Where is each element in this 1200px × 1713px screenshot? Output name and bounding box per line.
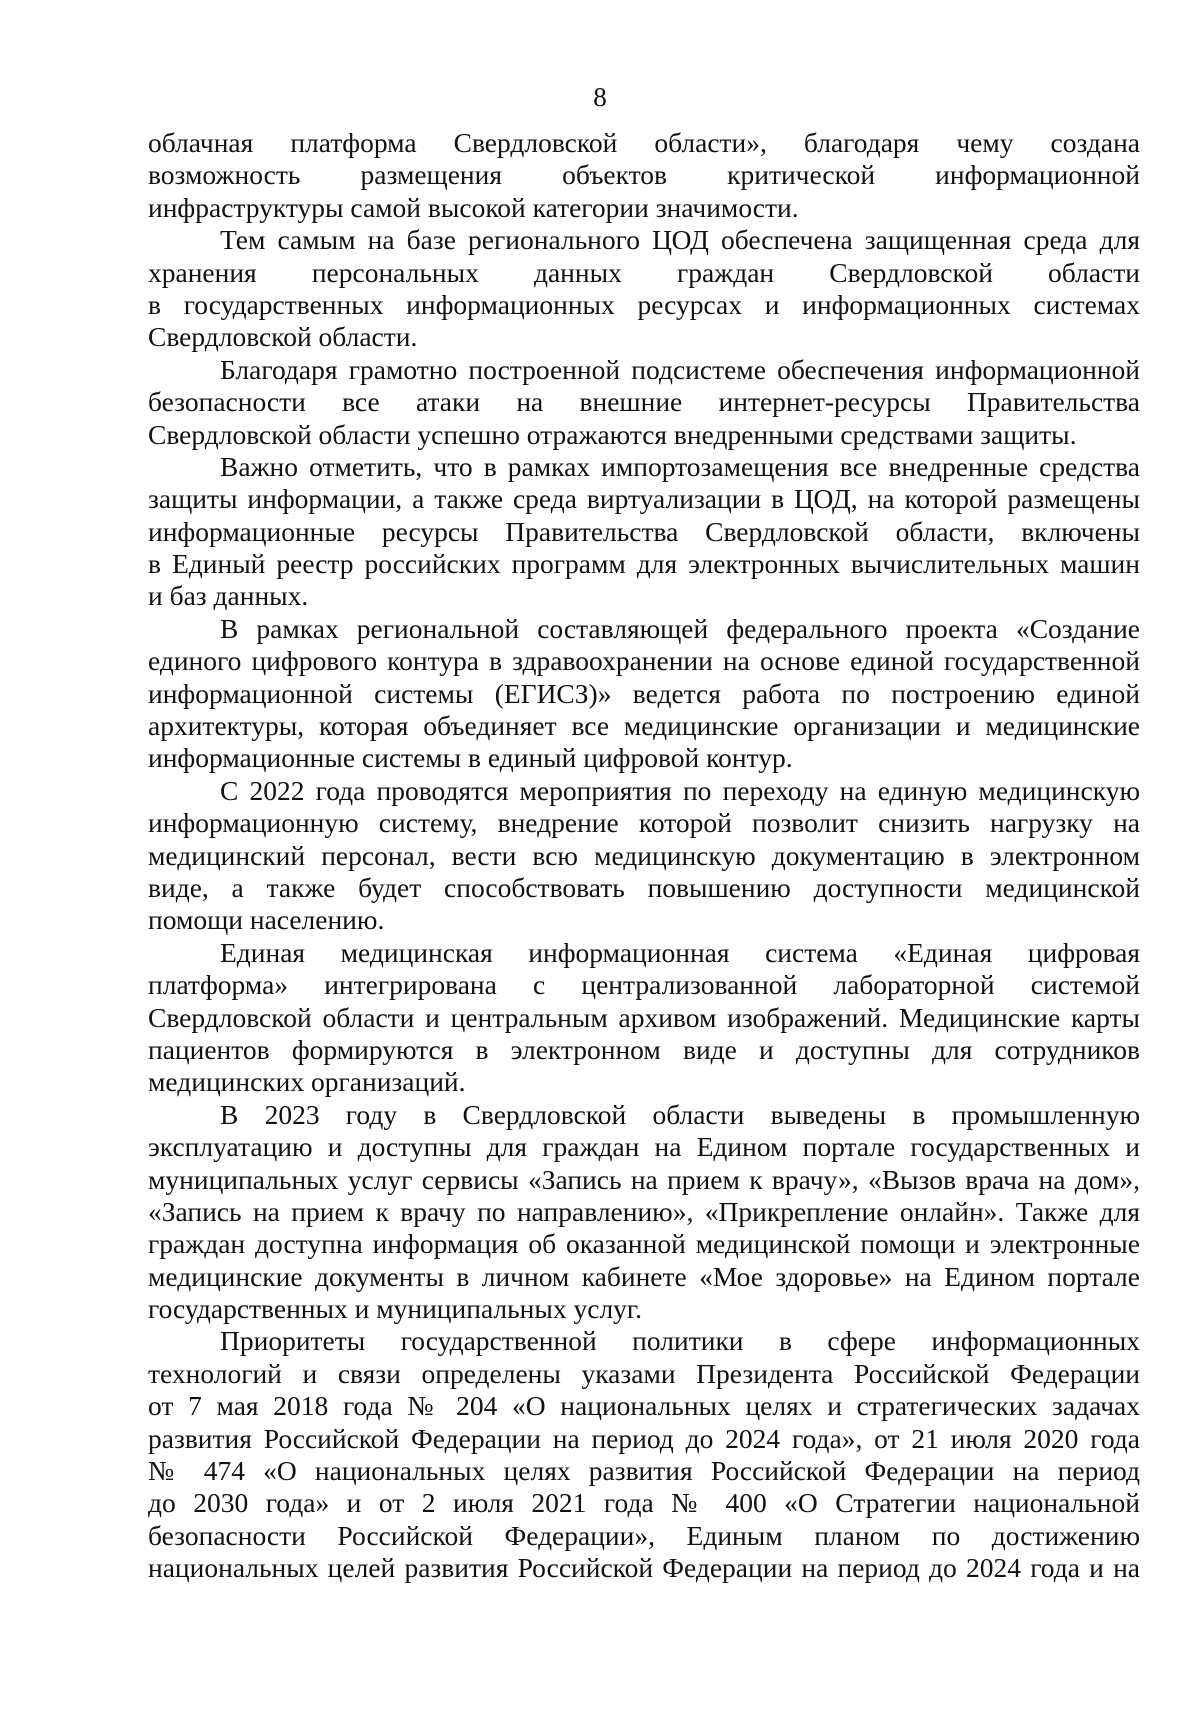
document-body xyxy=(148,127,1140,1585)
text-line: эксплуатацию и доступны для граждан на Едином портале государственных и xyxy=(148,1131,1140,1163)
text-line: от 7 мая 2018 года № 204 «О национальных целях и стратегических задачах xyxy=(148,1390,1140,1422)
text-line: Важно отметить, что в рамках импортозамещения все внедренные средства xyxy=(220,450,1140,482)
text-line: хранения персональных данных граждан Свердловской области xyxy=(148,256,1140,288)
text-line: муниципальных услуг сервисы «Запись на прием к врачу», «Вызов врача на дом», xyxy=(148,1163,1140,1195)
paragraph xyxy=(148,775,1140,937)
text-line: виде, а также будет способствовать повышению доступности медицинской xyxy=(148,871,1140,903)
text-line: помощи населению. xyxy=(148,904,385,936)
text-line: в Единый реестр российских программ для электронных вычислительных машин xyxy=(148,548,1140,580)
paragraph xyxy=(148,224,1140,354)
text-line: развития Российской Федерации на период до 2024 года», от 21 июля 2020 года xyxy=(148,1422,1140,1454)
text-line: «Запись на прием к врачу по направлению», «Прикрепление онлайн». Также для xyxy=(148,1195,1140,1227)
paragraph xyxy=(148,1099,1140,1326)
text-line: безопасности Российской Федерации», Единым планом по достижению xyxy=(148,1519,1140,1551)
paragraph xyxy=(148,613,1140,775)
text-line: в государственных информационных ресурсах и информационных системах xyxy=(148,288,1140,320)
text-line: Единая медицинская информационная система «Единая цифровая xyxy=(220,936,1140,968)
text-line: Приоритеты государственной политики в сфере информационных xyxy=(220,1325,1140,1357)
text-line: единого цифрового контура в здравоохранении на основе единой государственной xyxy=(148,645,1140,677)
text-line: Благодаря грамотно построенной подсистеме обеспечения информационной xyxy=(220,353,1140,385)
text-line: государственных и муниципальных услуг. xyxy=(148,1293,642,1325)
text-line: технологий и связи определены указами Президента Российской Федерации xyxy=(148,1357,1140,1389)
text-line: платформа» интегрирована с централизованной лабораторной системой xyxy=(148,969,1140,1001)
page-number: 8 xyxy=(593,82,607,112)
text-line: С 2022 года проводятся мероприятия по переходу на единую медицинскую xyxy=(220,774,1140,806)
text-line: информационной системы (ЕГИСЗ)» ведется работа по построению единой xyxy=(148,677,1140,709)
text-line: медицинские документы в личном кабинете «Мое здоровье» на Едином портале xyxy=(148,1260,1140,1292)
text-line: и баз данных. xyxy=(148,580,309,612)
text-line: № 474 «О национальных целях развития Российской Федерации на период xyxy=(148,1455,1140,1487)
text-line: инфраструктуры самой высокой категории значимости. xyxy=(148,191,799,223)
text-line: Свердловской области успешно отражаются внедренными средствами защиты. xyxy=(148,418,1077,450)
paragraph xyxy=(148,1325,1140,1584)
paragraph xyxy=(148,127,1140,224)
text-line: пациентов формируются в электронном виде и доступны для сотрудников xyxy=(148,1033,1140,1065)
text-line: В рамках региональной составляющей федерального проекта «Создание xyxy=(220,612,1140,644)
text-line: Свердловской области. xyxy=(148,321,418,353)
text-line: информационные ресурсы Правительства Свердловской области, включены xyxy=(148,515,1140,547)
paragraph xyxy=(148,937,1140,1099)
text-line: информационную систему, внедрение которой позволит снизить нагрузку на xyxy=(148,807,1140,839)
text-line: национальных целей развития Российской Федерации на период до 2024 года и на xyxy=(148,1552,1140,1584)
text-line: облачная платформа Свердловской области», благодаря чему создана xyxy=(148,127,1140,158)
text-line: защиты информации, а также среда виртуализации в ЦОД, на которой размещены xyxy=(148,483,1140,515)
text-line: безопасности все атаки на внешние интернет-ресурсы Правительства xyxy=(148,386,1140,418)
text-line: до 2030 года» и от 2 июля 2021 года № 400 «О Стратегии национальной xyxy=(148,1487,1140,1519)
text-line: медицинский персонал, вести всю медицинскую документацию в электронном xyxy=(148,839,1140,871)
text-line: Тем самым на базе регионального ЦОД обеспечена защищенная среда для xyxy=(220,224,1140,256)
text-line: медицинских организаций. xyxy=(148,1066,466,1098)
text-line: информационные системы в единый цифровой контур. xyxy=(148,742,793,774)
paragraph xyxy=(148,451,1140,613)
text-line: возможность размещения объектов критической информационной xyxy=(148,159,1140,191)
text-line: Свердловской области и центральным архивом изображений. Медицинские карты xyxy=(148,1001,1140,1033)
paragraph xyxy=(148,354,1140,451)
text-line: В 2023 году в Свердловской области выведены в промышленную xyxy=(220,1098,1140,1130)
text-line: архитектуры, которая объединяет все медицинские организации и медицинские xyxy=(148,710,1140,742)
text-line: граждан доступна информация об оказанной медицинской помощи и электронные xyxy=(148,1228,1140,1260)
